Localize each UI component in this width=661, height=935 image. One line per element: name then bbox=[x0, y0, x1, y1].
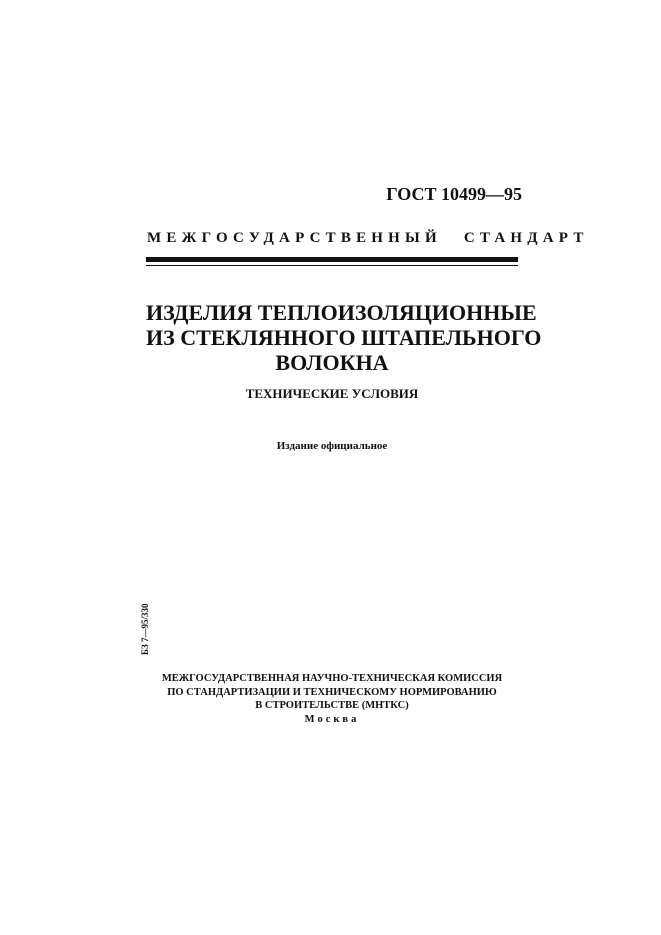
publisher-line-2: ПО СТАНДАРТИЗАЦИИ И ТЕХНИЧЕСКОМУ НОРМИРОВАНИЮ bbox=[167, 686, 497, 698]
title-line-3: ВОЛОКНА bbox=[275, 350, 389, 375]
document-title bbox=[146, 300, 542, 375]
publisher-city: Москва bbox=[304, 713, 360, 725]
heading-rule-thick bbox=[146, 257, 518, 262]
standard-number: ГОСТ 10499—95 bbox=[386, 184, 522, 204]
publisher-line-3: В СТРОИТЕЛЬСТВЕ (МНТКС) bbox=[255, 700, 409, 711]
side-code: БЗ 7—95/330 bbox=[140, 603, 150, 655]
standard-type-word-interstate: МЕЖГОСУДАРСТВЕННЫЙ bbox=[147, 230, 442, 246]
edition-note: Издание официальное bbox=[276, 440, 388, 452]
document-subtitle: ТЕХНИЧЕСКИЕ УСЛОВИЯ bbox=[245, 386, 419, 401]
title-line-1: ИЗДЕЛИЯ ТЕПЛОИЗОЛЯЦИОННЫЕ bbox=[146, 300, 537, 325]
title-line-2: ИЗ СТЕКЛЯННОГО ШТАПЕЛЬНОГО bbox=[146, 325, 542, 350]
publisher-line-1: МЕЖГОСУДАРСТВЕННАЯ НАУЧНО-ТЕХНИЧЕСКАЯ КОМИССИЯ bbox=[161, 673, 503, 684]
standard-type-word-standard: СТАНДАРТ bbox=[463, 230, 589, 246]
heading-rule-thin bbox=[146, 265, 518, 266]
standard-type-heading bbox=[147, 230, 589, 247]
publisher-block bbox=[146, 672, 518, 726]
